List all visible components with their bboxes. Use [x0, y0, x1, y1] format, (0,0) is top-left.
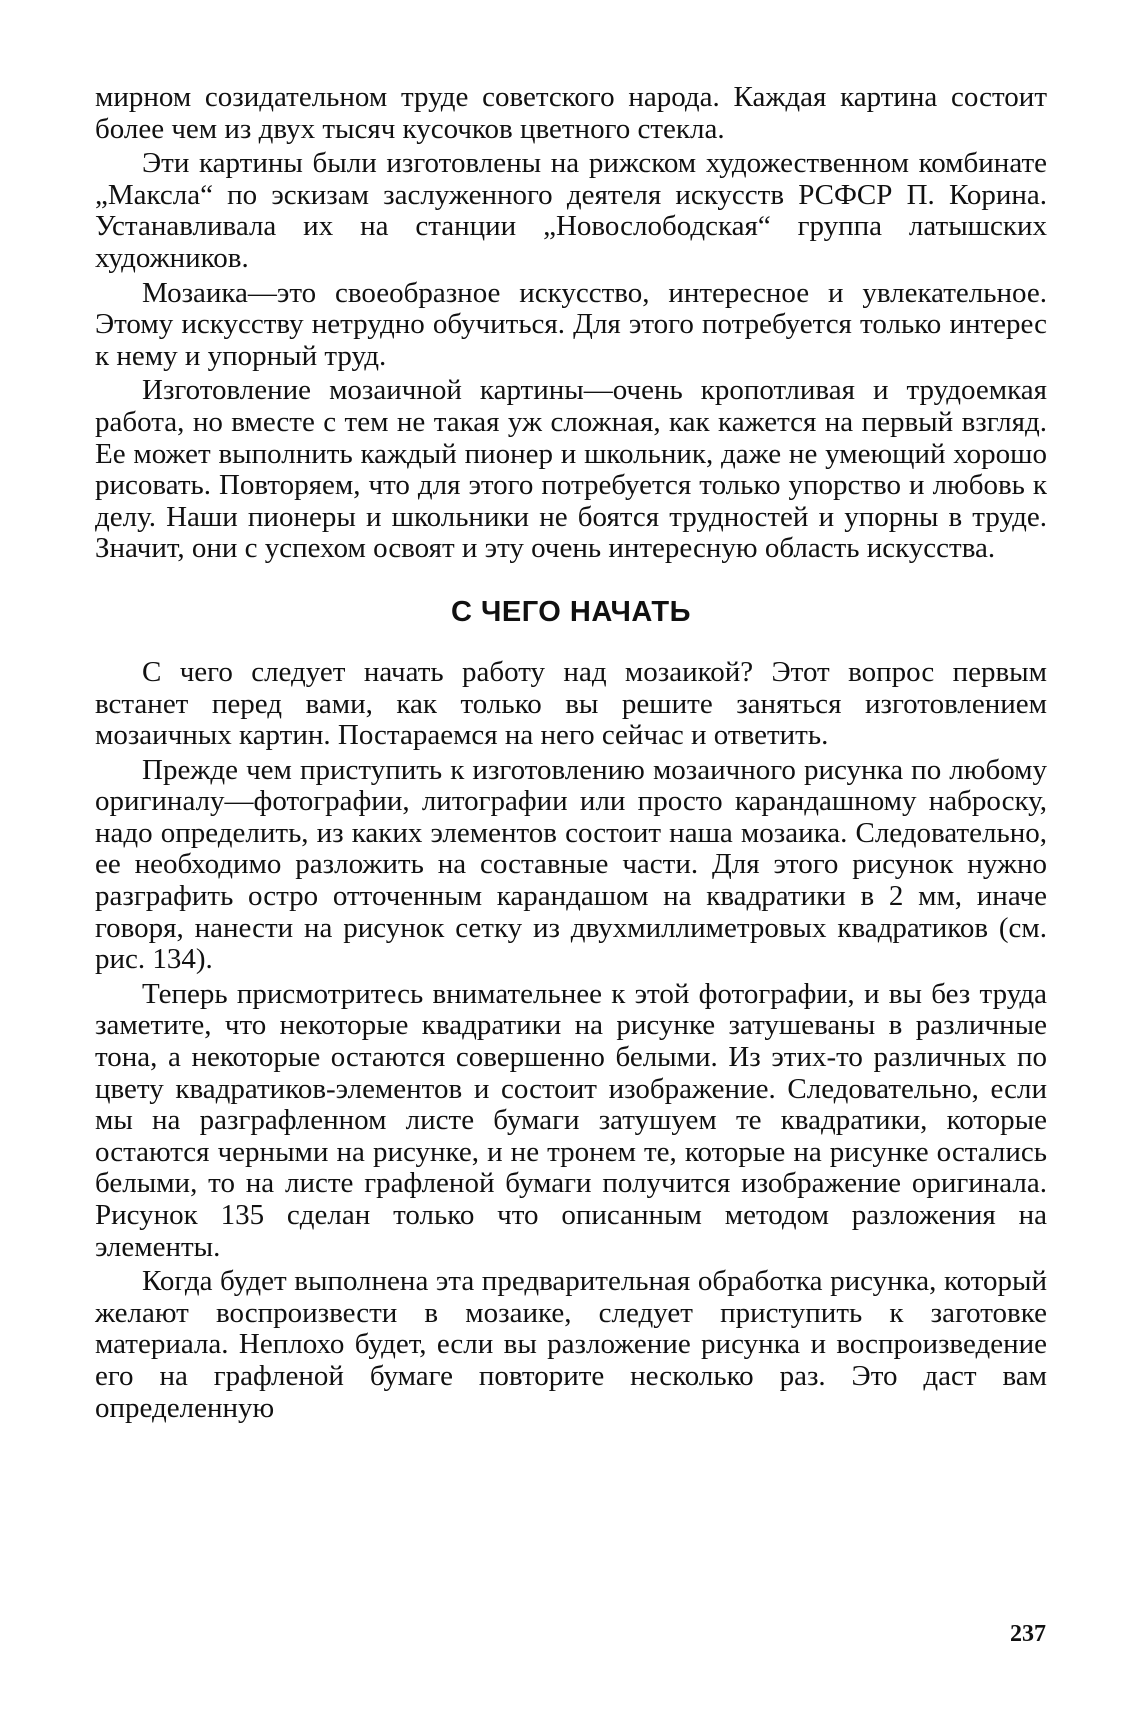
paragraph-where-to-start: С чего следует начать работу над мозаикой? Этот вопрос первым встанет перед вами, как только вы решите заняться изготовлением мозаичных картин. Постараемся на него сейчас и ответить.: [95, 655, 1047, 752]
section-heading: С ЧЕГО НАЧАТЬ: [450, 595, 691, 628]
paragraph-maksla-mosaics: Эти картины были изготовлены на рижском художественном комбинате „Максла“ по эскизам заслуженного деятеля искусств РСФСР П. Корина. Устанавливала их на станции „Новослободская“ группа латышских художников.: [95, 147, 1047, 274]
paragraph-grid-drawing: Прежде чем приступить к изготовлению мозаичного рисунка по любому оригиналу—фотографии, литографии или просто карандашному наброску, надо определить, из каких элементов состоит наша мозаика. Следовательно, ее необходимо разложить на составные части. Для этого рисунок нужно разграфить остро отточенным карандашом на квадратики в 2 мм, иначе говоря, нанести на рисунок сетку из двухмиллиметровых квадратиков (см. рис. 134).: [95, 753, 1047, 976]
paragraph-mosaic-art: Мозаика—это своеобразное искусство, интересное и увлекательное. Этому искусству нетрудно обучиться. Для этого потребуется только интерес к нему и упорный труд.: [95, 276, 1047, 372]
paragraph-material-preparation: Когда будет выполнена эта предварительная обработка рисунка, который желают воспроизвести в мозаике, следует приступить к заготовке материала. Неплохо будет, если вы разложение рисунка и воспроизведение его на графленой бумаге повторите несколько раз. Это даст вам определенную: [95, 1265, 1047, 1424]
paragraph-continuation: мирном созидательном труде советского народа. Каждая картина состоит более чем из двух тысяч кусочков цветного стекла.: [95, 81, 1047, 145]
page-number: 237: [1010, 1621, 1046, 1647]
page-body: [95, 82, 1047, 1424]
paragraph-mosaic-work: Изготовление мозаичной картины—очень кропотливая и трудоемкая работа, но вместе с тем не такая уж сложная, как кажется на первый взгляд. Ее может выполнить каждый пионер и школьник, даже не умеющий хорошо рисовать. Повторяем, что для этого потребуется только упорство и любовь к делу. Наши пионеры и школьники не боятся трудностей и упорны в труде. Значит, они с успехом освоят и эту очень интересную область искусства.: [95, 374, 1047, 565]
paragraph-shaded-squares: Теперь присмотритесь внимательнее к этой фотографии, и вы без труда заметите, что некоторые квадратики на рисунке затушеваны в различные тона, а некоторые остаются совершенно белыми. Из этих-то различных по цвету квадратиков-элементов и состоит изображение. Следовательно, если мы на разграфленном листе бумаги затушуем те квадратики, которые остаются черными на рисунке, и не тронем те, которые на рисунке остались белыми, то на листе графленой бумаги получится изображение оригинала. Рисунок 135 сделан только что описанным методом разложения на элементы.: [95, 977, 1047, 1263]
